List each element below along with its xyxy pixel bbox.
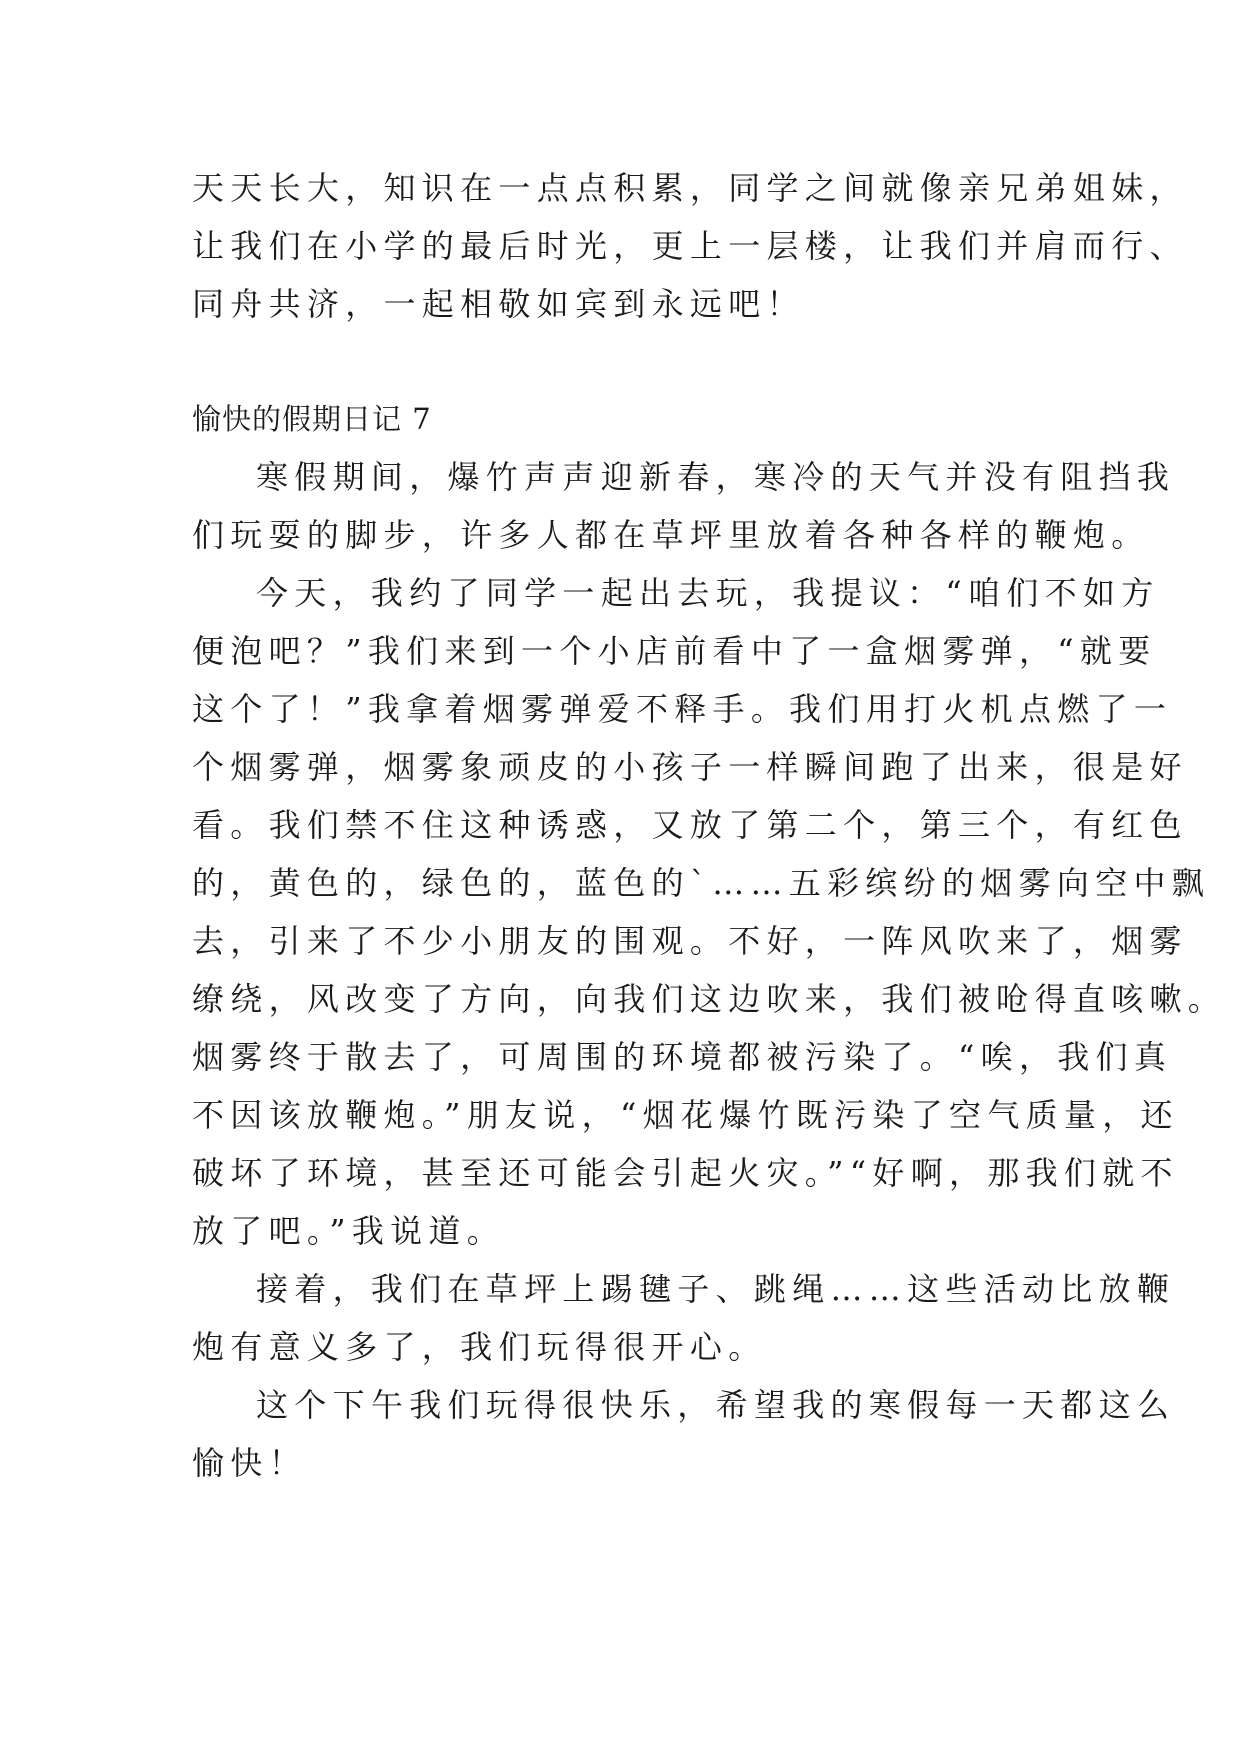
paragraph-1-line-2: 们玩耍的脚步，许多人都在草坪里放着各种各样的鞭炮。 [192, 516, 1150, 554]
paragraph-2-line-7: 去，引来了不少小朋友的围观。不好，一阵风吹来了，烟雾 [192, 922, 1188, 960]
paragraph-1-line-1: 寒假期间，爆竹声声迎新春，寒冷的天气并没有阻挡我 [256, 458, 1176, 496]
paragraph-2-line-12: 放了吧。”我说道。 [192, 1212, 506, 1250]
paragraph-2-line-8: 缭绕，风改变了方向，向我们这边吹来，我们被呛得直咳嗽。 [192, 980, 1227, 1018]
paragraph-4-line-1: 这个下午我们玩得很快乐，希望我的寒假每一天都这么 [256, 1386, 1176, 1424]
paragraph-3-line-1: 接着，我们在草坪上踢毽子、跳绳……这些活动比放鞭 [256, 1270, 1176, 1308]
paragraph-2-line-2: 便泡吧？”我们来到一个小店前看中了一盒烟雾弹，“就要 [192, 632, 1157, 670]
paragraph-2-line-10: 不因该放鞭炮。”朋友说，“烟花爆竹既污染了空气质量，还 [192, 1096, 1179, 1134]
paragraph-2-line-5: 看。我们禁不住这种诱惑，又放了第二个，第三个，有红色 [192, 806, 1188, 844]
intro-line-1: 天天长大，知识在一点点积累，同学之间就像亲兄弟姐妹， [192, 169, 1188, 207]
paragraph-2-line-4: 个烟雾弹，烟雾象顽皮的小孩子一样瞬间跑了出来，很是好 [192, 748, 1188, 786]
section-title: 愉快的假期日记 7 [192, 402, 432, 436]
paragraph-2-line-6: 的，黄色的，绿色的，蓝色的`……五彩缤纷的烟雾向空中飘 [192, 864, 1211, 902]
paragraph-2-line-9: 烟雾终于散去了，可周围的环境都被污染了。“唉，我们真 [192, 1038, 1173, 1076]
intro-line-2: 让我们在小学的最后时光，更上一层楼，让我们并肩而行、 [192, 227, 1188, 265]
paragraph-2-line-3: 这个了！”我拿着烟雾弹爱不释手。我们用打火机点燃了一 [192, 690, 1173, 728]
paragraph-4-line-2: 愉快！ [192, 1444, 307, 1482]
intro-line-3: 同舟共济，一起相敬如宾到永远吧！ [192, 285, 805, 323]
paragraph-2-line-1: 今天，我约了同学一起出去玩，我提议：“咱们不如方 [256, 574, 1160, 612]
paragraph-2-line-11: 破坏了环境，甚至还可能会引起火灾。”“好啊，那我们就不 [192, 1154, 1179, 1192]
paragraph-3-line-2: 炮有意义多了，我们玩得很开心。 [192, 1328, 767, 1366]
